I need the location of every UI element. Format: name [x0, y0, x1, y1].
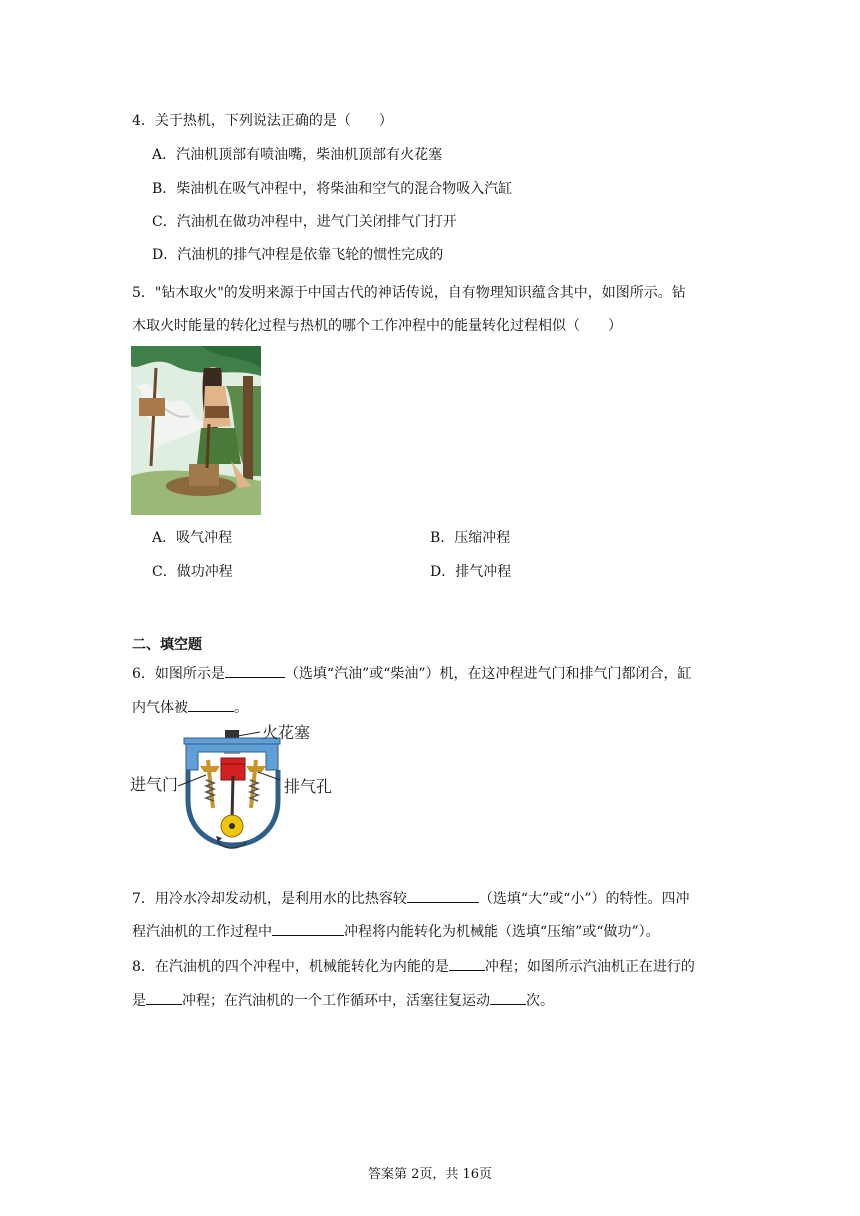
q8-line2-text-b: 冲程；在汽油机的一个工作循环中，活塞往复运动: [182, 993, 490, 1009]
q8-blank-3[interactable]: [490, 990, 526, 1005]
q5-option-b: B．压缩冲程: [430, 530, 511, 546]
q8-line2-text-c: 次。: [526, 993, 554, 1009]
q4-option-a: A．汽油机顶部有喷油嘴，柴油机顶部有火花塞: [152, 147, 443, 163]
q6-line1-text-b: （选填“汽油”或“柴油”）机，在这冲程进气门和排气门都闭合，缸: [284, 666, 692, 682]
q6-line1-text-a: 6．如图所示是: [132, 666, 225, 682]
q7-line2-text-b: 冲程将内能转化为机械能（选填“压缩”或“做功”）。: [344, 924, 660, 940]
q6-line2: [132, 697, 248, 718]
q5-option-c: C．做功冲程: [152, 564, 233, 580]
q5-stem-line1: 5．"钻木取火"的发明来源于中国古代的神话传说，自有物理知识蕴含其中，如图所示。钻: [132, 285, 686, 301]
q7-line1-text-a: 7．用冷水冷却发动机，是利用水的比热容较: [132, 891, 407, 907]
q8-line2-text-a: 是: [132, 993, 146, 1009]
q8-line1: [132, 956, 695, 977]
q7-blank-1[interactable]: [407, 888, 479, 903]
q7-line1-text-b: （选填“大”或“小”）的特性。四冲: [478, 891, 690, 907]
spark-plug-label: 火花塞: [262, 723, 311, 742]
q6-blank-1[interactable]: [225, 663, 285, 678]
q4-option-c: C．汽油机在做功冲程中，进气门关闭排气门打开: [152, 214, 457, 230]
q6-line2-text-b: 。: [234, 700, 248, 716]
q6-blank-2[interactable]: [188, 697, 234, 712]
section-title-fill-in: 二、填空题: [132, 637, 202, 653]
page-footer: 答案第 2页，共 16页: [367, 1167, 493, 1182]
q8-line1-text-b: 冲程；如图所示汽油机正在进行的: [484, 959, 695, 975]
q8-line1-text-a: 8．在汽油机的四个冲程中，机械能转化为内能的是: [132, 959, 449, 975]
intake-valve-label: 进气门: [130, 775, 179, 794]
q6-line2-text-a: 内气体被: [132, 700, 188, 716]
q8-line2: [132, 990, 554, 1011]
q6-line1: [132, 663, 692, 684]
q4-stem: 4．关于热机，下列说法正确的是（ ）: [132, 113, 393, 129]
q5-option-d: D．排气冲程: [430, 564, 512, 580]
q7-line2-text-a: 程汽油机的工作过程中: [132, 924, 272, 940]
exhaust-port-label: 排气孔: [284, 777, 333, 796]
q4-option-d: D．汽油机的排气冲程是依靠飞轮的惯性完成的: [152, 247, 444, 263]
q8-blank-2[interactable]: [146, 990, 182, 1005]
q7-line1: [132, 888, 690, 909]
q4-option-b: B．柴油机在吸气冲程中，将柴油和空气的混合物吸入汽缸: [152, 181, 513, 197]
q7-line2: [132, 921, 660, 942]
q8-blank-1[interactable]: [449, 956, 485, 971]
q7-blank-2[interactable]: [272, 921, 344, 936]
engine-cylinder-diagram: [128, 720, 338, 880]
q5-stem-line2: 木取火时能量的转化过程与热机的哪个工作冲程中的能量转化过程相似（ ）: [132, 318, 622, 334]
q5-option-a: A．吸气冲程: [152, 530, 233, 546]
drilling-wood-fire-illustration: [131, 346, 261, 515]
